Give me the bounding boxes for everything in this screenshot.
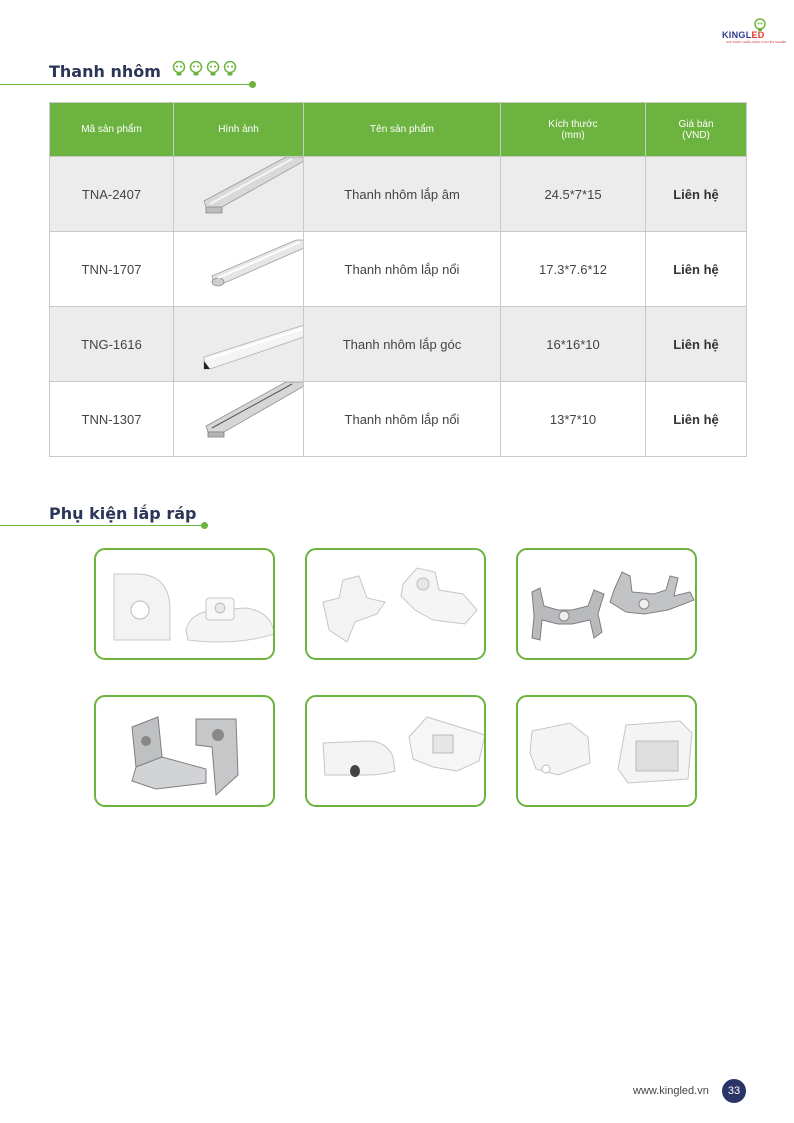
accessory-card	[516, 695, 697, 807]
flanged-end-cap-icon	[307, 550, 484, 658]
product-code: TNN-1307	[50, 382, 174, 457]
product-image	[174, 307, 304, 382]
corner-aluminum-profile-icon	[174, 307, 304, 381]
metal-clip-icon	[518, 550, 695, 658]
title-underline	[0, 525, 205, 526]
footer-url[interactable]: www.kingled.vn	[633, 1085, 709, 1097]
table-row	[50, 157, 747, 232]
product-price: Liên hệ	[646, 232, 747, 307]
header-size: Kích thước (mm)	[501, 103, 646, 157]
product-image	[174, 382, 304, 457]
accessory-card	[94, 548, 275, 660]
surface-aluminum-profile-icon	[174, 232, 304, 306]
brand-name: KINGLED	[722, 30, 765, 40]
surface-aluminum-profile-icon	[174, 382, 304, 456]
recessed-aluminum-profile-icon	[174, 157, 304, 231]
product-price: Liên hệ	[646, 382, 747, 457]
product-table	[49, 102, 747, 457]
section-title-accessories: Phụ kiện lắp ráp	[49, 504, 197, 523]
metal-u-bracket-icon	[96, 697, 273, 805]
product-name: Thanh nhôm lắp nổi	[304, 382, 501, 457]
bulb-icons	[172, 61, 237, 77]
lightbulb-icon	[206, 61, 220, 77]
table-row	[50, 232, 747, 307]
brand-tagline: GIẢI PHÁP CHIẾU SÁNG CHUYÊN NGHIỆP	[726, 40, 787, 44]
table-header-row	[50, 103, 747, 157]
header-image: Hình ảnh	[174, 103, 304, 157]
flat-end-cap-icon	[307, 697, 484, 805]
section-title-aluminum: Thanh nhôm	[49, 62, 161, 81]
product-size: 24.5*7*15	[501, 157, 646, 232]
accessory-card	[305, 695, 486, 807]
title-underline	[0, 84, 252, 85]
page-number: 33	[722, 1079, 746, 1103]
lightbulb-icon	[189, 61, 203, 77]
product-price: Liên hệ	[646, 307, 747, 382]
header-price: Giá bán (VND)	[646, 103, 747, 157]
lightbulb-icon	[172, 61, 186, 77]
product-name: Thanh nhôm lắp âm	[304, 157, 501, 232]
product-size: 16*16*10	[501, 307, 646, 382]
product-image	[174, 157, 304, 232]
header-name: Tên sản phẩm	[304, 103, 501, 157]
product-code: TNA-2407	[50, 157, 174, 232]
lightbulb-icon	[223, 61, 237, 77]
product-image	[174, 232, 304, 307]
table-row	[50, 307, 747, 382]
product-name: Thanh nhôm lắp nổi	[304, 232, 501, 307]
corner-end-cap-icon	[96, 550, 273, 658]
accessory-card	[305, 548, 486, 660]
square-end-cap-icon	[518, 697, 695, 805]
product-code: TNN-1707	[50, 232, 174, 307]
product-price: Liên hệ	[646, 157, 747, 232]
product-size: 17.3*7.6*12	[501, 232, 646, 307]
title-underline-dot	[201, 522, 208, 529]
title-underline-dot	[249, 81, 256, 88]
product-name: Thanh nhôm lắp góc	[304, 307, 501, 382]
table-row	[50, 382, 747, 457]
accessory-card	[94, 695, 275, 807]
accessory-card	[516, 548, 697, 660]
header-code: Mã sản phẩm	[50, 103, 174, 157]
product-size: 13*7*10	[501, 382, 646, 457]
product-code: TNG-1616	[50, 307, 174, 382]
brand-logo	[722, 18, 787, 46]
